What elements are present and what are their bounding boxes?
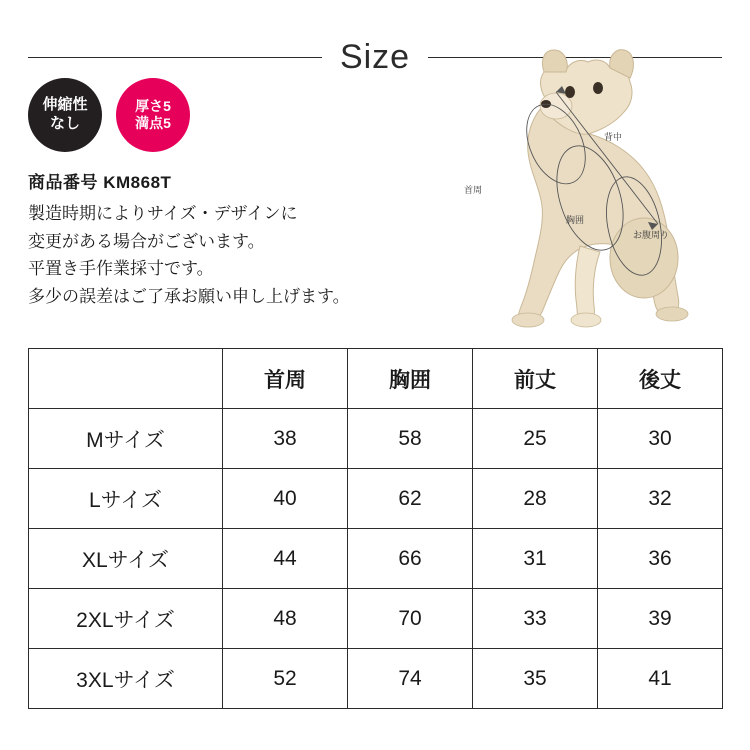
- note-line: 平置き手作業採寸です。: [28, 259, 214, 279]
- label-back: 背中: [604, 132, 623, 142]
- note-line: 変更がある場合がございます。: [28, 231, 265, 251]
- cell-2xl-chest: 70: [348, 589, 473, 649]
- cell-m-neck: 38: [223, 409, 348, 469]
- badge-group: [28, 78, 190, 152]
- table-row: [29, 649, 723, 709]
- cell-l-neck: 40: [223, 469, 348, 529]
- label-chest: 胸囲: [566, 215, 585, 225]
- label-belly: お腹周り: [633, 230, 670, 240]
- table-row: [29, 409, 723, 469]
- column-header-back-length: 後丈: [598, 349, 723, 409]
- cell-xl-back: 36: [598, 529, 723, 589]
- label-neck: 首周: [464, 185, 483, 195]
- column-header-front-length: 前丈: [473, 349, 598, 409]
- cell-3xl-back: 41: [598, 649, 723, 709]
- cell-m-front: 25: [473, 409, 598, 469]
- stretch-badge-line1: 伸縮性: [42, 96, 88, 114]
- cell-xl-front: 31: [473, 529, 598, 589]
- cell-xl-chest: 66: [348, 529, 473, 589]
- row-label-m: Mサイズ: [29, 409, 223, 469]
- table-header-row: [29, 349, 723, 409]
- row-label-2xl: 2XLサイズ: [29, 589, 223, 649]
- row-label-3xl: 3XLサイズ: [29, 649, 223, 709]
- table-row: [29, 529, 723, 589]
- cell-l-chest: 62: [348, 469, 473, 529]
- column-header-neck: 首周: [223, 349, 348, 409]
- note-line: 製造時期によりサイズ・デザインに: [28, 204, 298, 223]
- row-label-xl: XLサイズ: [29, 529, 223, 589]
- cell-3xl-neck: 52: [223, 649, 348, 709]
- table-row: [29, 469, 723, 529]
- dog-measurement-diagram: [430, 48, 722, 334]
- row-label-l: Lサイズ: [29, 469, 223, 529]
- table-corner-cell: [29, 349, 223, 409]
- cell-2xl-back: 39: [598, 589, 723, 649]
- title-rule-left: [28, 57, 322, 58]
- cell-m-back: 30: [598, 409, 723, 469]
- notes-block: [28, 200, 428, 310]
- thickness-badge-line2: 満点5: [135, 115, 171, 131]
- column-header-chest: 胸囲: [348, 349, 473, 409]
- page-title: Size: [339, 37, 411, 76]
- product-code: 商品番号 KM868T: [28, 173, 172, 192]
- note-line: 多少の誤差はご了承お願い申し上げます。: [28, 286, 350, 306]
- cell-3xl-front: 35: [473, 649, 598, 709]
- cell-3xl-chest: 74: [348, 649, 473, 709]
- cell-2xl-neck: 48: [223, 589, 348, 649]
- cell-l-front: 28: [473, 469, 598, 529]
- cell-l-back: 32: [598, 469, 723, 529]
- thickness-badge-line1: 厚さ5: [135, 97, 171, 114]
- thickness-badge: [116, 78, 190, 152]
- size-table: [28, 348, 723, 709]
- cell-2xl-front: 33: [473, 589, 598, 649]
- stretch-badge: [28, 78, 102, 152]
- stretch-badge-line2: なし: [49, 115, 80, 132]
- cell-xl-neck: 44: [223, 529, 348, 589]
- cell-m-chest: 58: [348, 409, 473, 469]
- table-row: [29, 589, 723, 649]
